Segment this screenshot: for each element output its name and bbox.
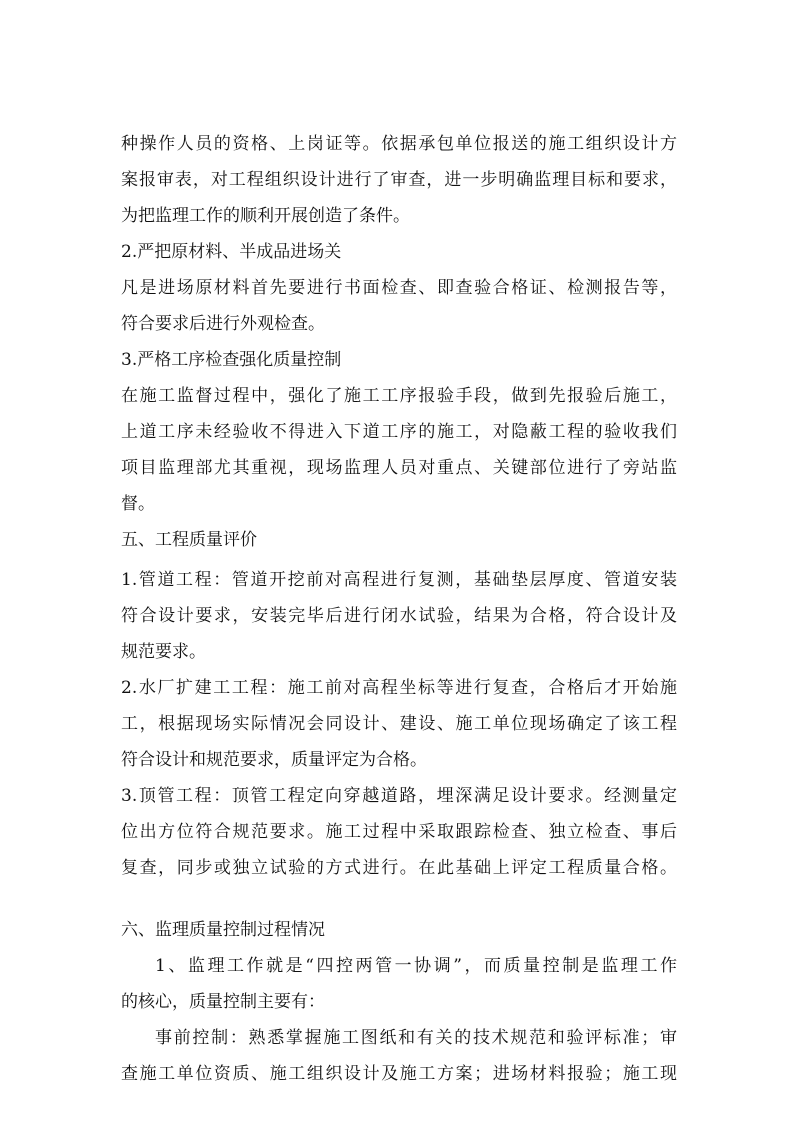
text-line: 2.水厂扩建工工程：施工前对高程坐标等进行复查，合格后才开始施 bbox=[121, 678, 677, 698]
section-heading: 3.严格工序检查强化质量控制 bbox=[121, 350, 342, 370]
section-heading: 2.严把原材料、半成品进场关 bbox=[121, 242, 342, 262]
text-line: 规范要求。 bbox=[121, 642, 206, 662]
text-line: 的核心，质量控制主要有： bbox=[121, 992, 325, 1012]
text-line: 为把监理工作的顺利开展创造了条件。 bbox=[121, 206, 410, 226]
text-line: 符合设计和规范要求，质量评定为合格。 bbox=[121, 750, 427, 770]
section-heading: 五、工程质量评价 bbox=[121, 530, 257, 550]
text-line: 3.顶管工程：顶管工程定向穿越道路，埋深满足设计要求。经测量定 bbox=[121, 786, 677, 806]
text-line: 上道工序未经验收不得进入下道工序的施工，对隐蔽工程的验收我们 bbox=[121, 422, 677, 442]
text-line: 复查，同步或独立试验的方式进行。在此基础上评定工程质量合格。 bbox=[121, 858, 677, 878]
text-line: 查施工单位资质、施工组织设计及施工方案；进场材料报验；施工现 bbox=[121, 1064, 677, 1084]
text-line: 位出方位符合规范要求。施工过程中采取跟踪检查、独立检查、事后 bbox=[121, 822, 677, 842]
text-line: 督。 bbox=[121, 494, 155, 514]
text-line: 种操作人员的资格、上岗证等。依据承包单位报送的施工组织设计方 bbox=[121, 134, 677, 154]
text-line: 事前控制：熟悉掌握施工图纸和有关的技术规范和验评标准；审 bbox=[155, 1028, 677, 1048]
text-line: 凡是进场原材料首先要进行书面检查、即查验合格证、检测报告等， bbox=[121, 278, 677, 298]
text-line: 在施工监督过程中，强化了施工工序报验手段，做到先报验后施工， bbox=[121, 386, 677, 406]
text-line: 1、监理工作就是“四控两管一协调”，而质量控制是监理工作 bbox=[155, 956, 677, 976]
section-heading: 六、监理质量控制过程情况 bbox=[121, 920, 325, 940]
text-line: 项目监理部尤其重视，现场监理人员对重点、关键部位进行了旁站监 bbox=[121, 458, 677, 478]
text-line: 1.管道工程：管道开挖前对高程进行复测，基础垫层厚度、管道安装 bbox=[121, 570, 677, 590]
text-line: 案报审表，对工程组织设计进行了审查，进一步明确监理目标和要求， bbox=[121, 170, 677, 190]
text-line: 符合要求后进行外观检查。 bbox=[121, 314, 325, 334]
text-line: 符合设计要求，安装完毕后进行闭水试验，结果为合格，符合设计及 bbox=[121, 606, 677, 626]
text-line: 工，根据现场实际情况会同设计、建设、施工单位现场确定了该工程 bbox=[121, 714, 677, 734]
